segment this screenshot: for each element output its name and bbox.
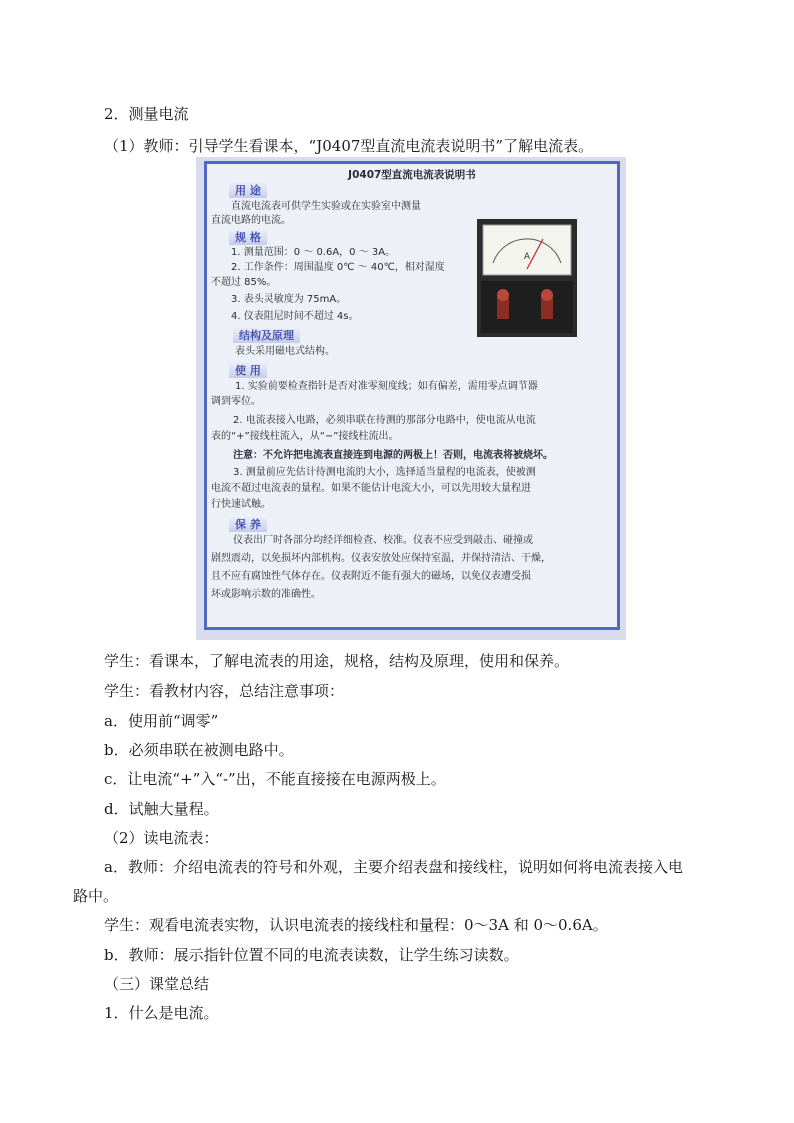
read-item-b: b．教师：展示指针位置不同的电流表读数，让学生练习读数。 <box>104 946 519 964</box>
manual-note: 注意：不允许把电流表直接连到电源的两极上！否则，电流表将被烧坏。 <box>233 450 553 461</box>
read-ammeter-heading: （2）读电流表： <box>104 829 219 847</box>
section-care: 保 养 <box>229 516 267 532</box>
manual-text: 调到零位。 <box>211 396 261 407</box>
note-item-c: c．让电流“+”入“-”出，不能直接接在电源两极上。 <box>104 770 446 788</box>
note-item-d: d．试触大量程。 <box>104 800 219 818</box>
manual-text: 不超过 85%。 <box>211 277 277 288</box>
summary-item-1: 1．什么是电流。 <box>104 1004 219 1022</box>
section-spec: 规 格 <box>229 229 267 245</box>
manual-text: 坏或影响示数的准确性。 <box>211 589 321 600</box>
section-structure: 结构及原理 <box>233 327 300 343</box>
manual-text: 1. 实验前要检查指针是否对准零刻度线；如有偏差，需用零点调节器 <box>235 381 538 392</box>
manual-text: 电流不超过电流表的量程。如果不能估计电流大小，可以先用较大量程进 <box>211 483 531 494</box>
note-item-b: b．必须串联在被测电路中。 <box>104 741 294 759</box>
manual-text: 4. 仪表阻尼时间不超过 4s。 <box>231 311 359 322</box>
manual-card <box>204 161 620 630</box>
read-item-a-line-1: a．教师：介绍电流表的符号和外观，主要介绍表盘和接线柱，说明如何将电流表接入电 <box>104 858 683 876</box>
manual-text: 行快速试触。 <box>211 499 271 510</box>
teacher-intro: （1）教师：引导学生看课本，“J0407型直流电流表说明书”了解电流表。 <box>104 137 594 155</box>
note-item-a: a．使用前“调零” <box>104 712 219 730</box>
manual-text: 3. 表头灵敏度为 75mA。 <box>231 294 347 305</box>
manual-text: 表的“+”接线柱流入，从“−”接线柱流出。 <box>211 431 399 442</box>
manual-text: 2. 电流表接入电路，必须串联在待测的那部分电路中，使电流从电流 <box>233 415 536 426</box>
ammeter-illustration <box>477 219 577 337</box>
manual-text: 3. 测量前应先估计待测电流的大小，选择适当量程的电流表，使被测 <box>233 467 536 478</box>
manual-title: J0407型直流电流表说明书 <box>348 169 476 181</box>
manual-text: 表头采用磁电式结构。 <box>235 346 335 357</box>
manual-text: 仪表出厂时各部分均经详细检查、校准。仪表不应受到敲击、碰撞或 <box>233 535 533 546</box>
read-item-a-line-2: 路中。 <box>73 887 119 905</box>
summary-heading: （三）课堂总结 <box>104 975 210 993</box>
section-use: 用 途 <box>229 182 267 198</box>
manual-text: 直流电流表可供学生实验或在实验室中测量 <box>231 201 421 212</box>
manual-text: 且不应有腐蚀性气体存在。仪表附近不能有强大的磁场，以免仪表遭受损 <box>211 571 531 582</box>
manual-text: 直流电路的电流。 <box>211 215 291 226</box>
manual-text: 2. 工作条件：周围温度 0℃ ～ 40℃，相对湿度 <box>231 262 445 273</box>
manual-text: 剧烈震动，以免损坏内部机构。仪表安放处应保持室温，并保持清洁、干燥， <box>211 553 551 564</box>
meter-unit-label: A <box>523 252 531 262</box>
manual-text: 1. 测量范围：0 ～ 0.6A，0 ～ 3A。 <box>231 247 396 258</box>
student-line-1: 学生：看课本，了解电流表的用途，规格，结构及原理，使用和保养。 <box>104 652 570 670</box>
student-line-2: 学生：看教材内容，总结注意事项： <box>104 682 345 700</box>
section-usage: 使 用 <box>229 362 267 378</box>
student-line-3: 学生：观看电流表实物，认识电流表的接线柱和量程：0～3A 和 0～0.6A。 <box>104 916 608 934</box>
ammeter-manual-photo <box>196 157 626 640</box>
heading-measure-current: 2．测量电流 <box>104 105 189 123</box>
